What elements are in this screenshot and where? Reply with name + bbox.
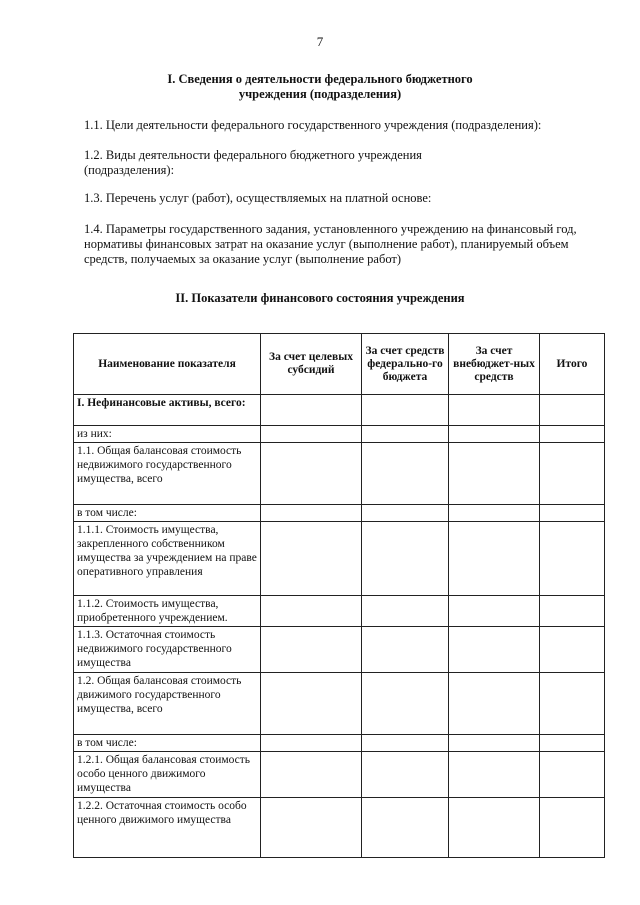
- value-cell[interactable]: [261, 596, 362, 627]
- table-body: [74, 395, 605, 858]
- table-row: [74, 596, 605, 627]
- header-indicator-name: Наименование показателя: [74, 334, 261, 395]
- value-cell[interactable]: [449, 627, 540, 673]
- value-cell[interactable]: [540, 735, 605, 752]
- header-total: Итого: [540, 334, 605, 395]
- table-row: [74, 443, 605, 505]
- value-cell[interactable]: [449, 426, 540, 443]
- table-row: [74, 735, 605, 752]
- item-line: нормативы финансовых затрат на оказание услуг (выполнение работ), планируемый объем: [84, 237, 569, 251]
- value-cell[interactable]: [540, 505, 605, 522]
- value-cell[interactable]: [261, 752, 362, 798]
- row-label: 1.2. Общая балансовая стоимость движимого государственного имущества, всего: [74, 673, 261, 735]
- value-cell[interactable]: [261, 426, 362, 443]
- value-cell[interactable]: [261, 798, 362, 858]
- section2-title: II. Показатели финансового состояния учреждения: [175, 291, 465, 305]
- row-label: в том числе:: [74, 505, 261, 522]
- value-cell[interactable]: [540, 752, 605, 798]
- item-line: средств, получаемых за оказание услуг (выполнение работ): [84, 252, 402, 266]
- value-cell[interactable]: [449, 673, 540, 735]
- table-row: [74, 627, 605, 673]
- row-label: 1.1.2. Стоимость имущества, приобретенного учреждением.: [74, 596, 261, 627]
- item-line: 1.1. Цели деятельности федерального государственного учреждения (подразделения):: [84, 118, 542, 132]
- item-line: 1.4. Параметры государственного задания, установленного учреждению на финансовый год,: [84, 222, 577, 236]
- table-row: [74, 395, 605, 426]
- section1-title-line1: I. Сведения о деятельности федерального бюджетного: [167, 72, 473, 86]
- value-cell[interactable]: [362, 752, 449, 798]
- table-row: [74, 798, 605, 858]
- value-cell[interactable]: [261, 735, 362, 752]
- row-label: 1.1.1. Стоимость имущества, закрепленного собственником имущества за учреждением на праве оперативного управления: [74, 522, 261, 596]
- value-cell[interactable]: [362, 673, 449, 735]
- value-cell[interactable]: [362, 395, 449, 426]
- item-line: 1.3. Перечень услуг (работ), осуществляемых на платной основе:: [84, 191, 432, 205]
- item-1-2: [84, 148, 604, 178]
- value-cell[interactable]: [362, 426, 449, 443]
- value-cell[interactable]: [449, 798, 540, 858]
- section1-title: [0, 72, 640, 102]
- value-cell[interactable]: [540, 596, 605, 627]
- table-row: [74, 505, 605, 522]
- value-cell[interactable]: [362, 522, 449, 596]
- value-cell[interactable]: [362, 596, 449, 627]
- table-row: [74, 752, 605, 798]
- value-cell[interactable]: [540, 798, 605, 858]
- value-cell[interactable]: [540, 627, 605, 673]
- value-cell[interactable]: [540, 673, 605, 735]
- value-cell[interactable]: [261, 505, 362, 522]
- value-cell[interactable]: [362, 505, 449, 522]
- value-cell[interactable]: [449, 752, 540, 798]
- row-label: 1.1. Общая балансовая стоимость недвижимого государственного имущества, всего: [74, 443, 261, 505]
- row-label: 1.1.3. Остаточная стоимость недвижимого государственного имущества: [74, 627, 261, 673]
- value-cell[interactable]: [362, 627, 449, 673]
- value-cell[interactable]: [540, 522, 605, 596]
- value-cell[interactable]: [540, 426, 605, 443]
- item-line: (подразделения):: [84, 163, 175, 177]
- header-target-subsidies: За счет целевых субсидий: [261, 334, 362, 395]
- value-cell[interactable]: [261, 627, 362, 673]
- item-1-4: [84, 222, 604, 267]
- header-extra-budget: За счет внебюджет-ных средств: [449, 334, 540, 395]
- value-cell[interactable]: [449, 395, 540, 426]
- row-label: 1.2.2. Остаточная стоимость особо ценного движимого имущества: [74, 798, 261, 858]
- table-row: [74, 426, 605, 443]
- value-cell[interactable]: [449, 735, 540, 752]
- row-label: I. Нефинансовые активы, всего:: [74, 395, 261, 426]
- value-cell[interactable]: [261, 673, 362, 735]
- value-cell[interactable]: [261, 395, 362, 426]
- item-1-1: [84, 118, 604, 133]
- value-cell[interactable]: [449, 505, 540, 522]
- table-row: [74, 673, 605, 735]
- value-cell[interactable]: [449, 596, 540, 627]
- financial-indicators-table: [73, 333, 605, 858]
- item-1-3: [84, 191, 604, 206]
- value-cell[interactable]: [362, 443, 449, 505]
- page-number: 7: [316, 34, 324, 49]
- value-cell[interactable]: [362, 798, 449, 858]
- value-cell[interactable]: [261, 522, 362, 596]
- row-label: 1.2.1. Общая балансовая стоимость особо ценного движимого имущества: [74, 752, 261, 798]
- value-cell[interactable]: [449, 443, 540, 505]
- row-label: из них:: [74, 426, 261, 443]
- row-label: в том числе:: [74, 735, 261, 752]
- value-cell[interactable]: [449, 522, 540, 596]
- header-federal-budget: За счет средств федерально-го бюджета: [362, 334, 449, 395]
- table-row: [74, 522, 605, 596]
- value-cell[interactable]: [362, 735, 449, 752]
- value-cell[interactable]: [540, 395, 605, 426]
- item-line: 1.2. Виды деятельности федерального бюджетного учреждения: [84, 148, 422, 162]
- value-cell[interactable]: [261, 443, 362, 505]
- section1-title-line2: учреждения (подразделения): [238, 87, 402, 101]
- value-cell[interactable]: [540, 443, 605, 505]
